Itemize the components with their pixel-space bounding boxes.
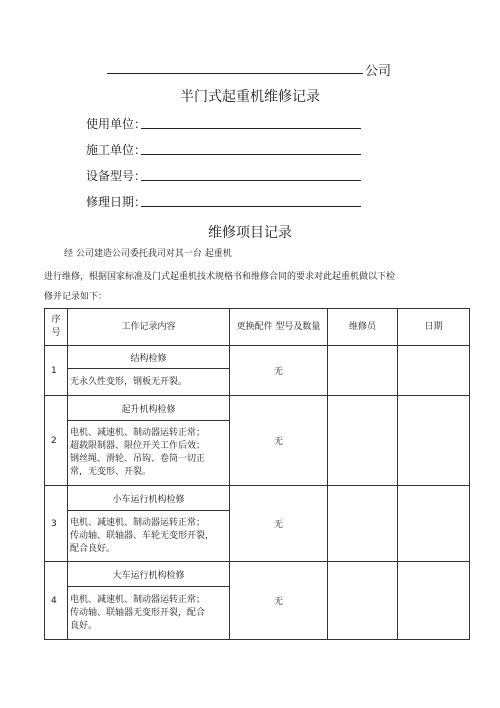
item-detail: 无永久性变形，钢板无开裂。 xyxy=(68,369,230,396)
company-name-blank xyxy=(107,73,363,74)
header-staff: 维修员 xyxy=(328,309,398,346)
intro-line-2: 进行维修，根据国家标准及门式起重机技术规格书和维修合同的要求对此起重机做以下检 xyxy=(44,272,396,282)
row-index: 4 xyxy=(45,562,68,640)
item-detail: 电机、减速机、制动器运转正常； 传动轴、联轴器、车轮无变形开裂， 配合良好。 xyxy=(68,511,230,562)
intro-line-3: 修并记录如下： xyxy=(44,292,108,302)
field-label-repair-date: 修理日期： xyxy=(86,195,147,209)
header-parts: 更换配件 型号及数量 xyxy=(230,309,328,346)
item-name: 结构检修 xyxy=(68,346,230,369)
item-name: 起升机构检修 xyxy=(68,396,230,421)
date-cell xyxy=(398,396,470,486)
row-index: 1 xyxy=(45,346,68,396)
row-index: 2 xyxy=(45,396,68,486)
section-title: 维修项目记录 xyxy=(208,225,292,241)
date-cell xyxy=(398,562,470,640)
intro-line-1: 经 公司建造公司委托我司对其一台 起重机 xyxy=(64,249,232,259)
staff-cell xyxy=(328,486,398,562)
staff-cell xyxy=(328,346,398,396)
row-index: 3 xyxy=(45,486,68,562)
table-row xyxy=(45,346,470,369)
header-content: 工作记录内容 xyxy=(68,309,230,346)
field-line-repair-date xyxy=(141,206,361,207)
parts-cell: 无 xyxy=(230,486,328,562)
repair-record-table xyxy=(44,308,470,640)
parts-cell: 无 xyxy=(230,562,328,640)
item-name: 大车运行机构检修 xyxy=(68,562,230,587)
date-cell xyxy=(398,486,470,562)
table-row xyxy=(45,562,470,587)
field-line-equipment-model xyxy=(141,180,361,181)
table-row xyxy=(45,486,470,511)
field-line-user-unit xyxy=(141,128,361,129)
document-title: 半门式起重机维修记录 xyxy=(180,89,320,105)
staff-cell xyxy=(328,396,398,486)
item-detail: 电机、减速机、制动器运转正常； 超载限制器、限位开关工作后效； 钢丝绳、滑轮、吊钩、卷筒一切正 常，无变形、开裂。 xyxy=(68,421,230,486)
item-name: 小车运行机构检修 xyxy=(68,486,230,511)
table-header-row xyxy=(45,309,470,346)
item-detail: 电机、减速机、制动器运转正常； 传动轴、联轴器无变形开裂，配合 良好。 xyxy=(68,587,230,640)
field-label-construction-unit: 施工单位： xyxy=(86,143,147,157)
header-date: 日期 xyxy=(398,309,470,346)
table-row xyxy=(45,396,470,421)
company-suffix: 公司 xyxy=(365,64,392,79)
field-label-user-unit: 使用单位： xyxy=(86,117,147,131)
header-seq: 序号 xyxy=(45,309,68,346)
field-label-equipment-model: 设备型号： xyxy=(86,169,147,183)
date-cell xyxy=(398,346,470,396)
parts-cell: 无 xyxy=(230,396,328,486)
staff-cell xyxy=(328,562,398,640)
parts-cell: 无 xyxy=(230,346,328,396)
field-line-construction-unit xyxy=(141,154,361,155)
